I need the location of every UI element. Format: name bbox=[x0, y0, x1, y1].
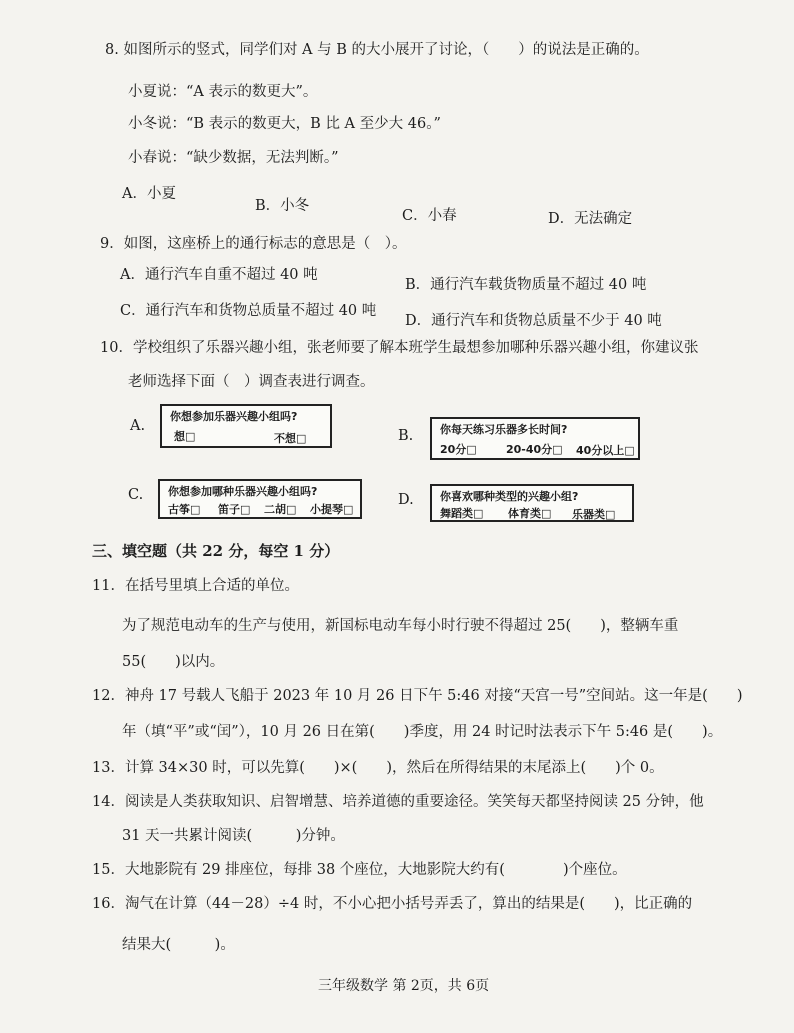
survey-c-choice: 笛子□ bbox=[218, 503, 251, 516]
q15-stem: 15．大地影院有 29 排座位，每排 38 个座位，大地影院大约有( )个座位。 bbox=[92, 862, 627, 878]
survey-box-b bbox=[430, 417, 640, 460]
q12-line1: 12．神舟 17 号载人飞船于 2023 年 10 月 26 日下午 5:46 对接“天宫一号”空间站。这一年是( ) bbox=[92, 688, 743, 704]
q11-line2: 55( )以内。 bbox=[122, 654, 225, 670]
q9-option-a: A．通行汽车自重不超过 40 吨 bbox=[120, 267, 318, 283]
q10-label-a: A. bbox=[130, 418, 146, 434]
q13-stem: 13．计算 34×30 时，可以先算( )×( )，然后在所得结果的末尾添上( )个 0。 bbox=[92, 760, 664, 776]
survey-d-question: 你喜欢哪种类型的兴趣小组? bbox=[440, 490, 579, 503]
survey-box-d bbox=[430, 484, 634, 522]
q10-label-c: C. bbox=[128, 487, 144, 503]
q10-label-d: D. bbox=[398, 492, 414, 508]
q16-line1: 16．淘气在计算（44－28）÷4 时，不小心把小括号弄丢了，算出的结果是( )，比正确的 bbox=[92, 896, 693, 912]
q16-line2: 结果大( )。 bbox=[122, 937, 235, 953]
survey-c-choice: 小提琴□ bbox=[310, 503, 354, 516]
q8-option-d: D．无法确定 bbox=[548, 211, 633, 227]
survey-box-c bbox=[158, 479, 362, 519]
q8-option-a: A．小夏 bbox=[122, 186, 176, 202]
q9-option-b: B．通行汽车载货物质量不超过 40 吨 bbox=[405, 277, 647, 293]
survey-c-question: 你想参加哪种乐器兴趣小组吗? bbox=[168, 485, 318, 498]
q9-option-c: C．通行汽车和货物总质量不超过 40 吨 bbox=[120, 303, 377, 319]
q8-option-b: B．小冬 bbox=[255, 198, 310, 214]
section-title: 三、填空题（共 22 分，每空 1 分） bbox=[92, 542, 340, 560]
q8-stem: 8. 如图所示的竖式，同学们对 A 与 B 的大小展开了讨论，（ ）的说法是正确的。 bbox=[105, 42, 649, 58]
survey-d-choice: 体育类□ bbox=[508, 507, 552, 520]
survey-c-choice: 二胡□ bbox=[264, 503, 297, 516]
q8-statement-xiaodong: 小冬说：“B 表示的数更大，B 比 A 至少大 46。” bbox=[128, 116, 441, 132]
survey-d-choice: 乐器类□ bbox=[572, 508, 616, 521]
q9-option-d: D．通行汽车和货物总质量不少于 40 吨 bbox=[405, 313, 662, 329]
survey-b-question: 你每天练习乐器多长时间? bbox=[440, 423, 568, 436]
q10-stem-line2: 老师选择下面（ ）调查表进行调查。 bbox=[128, 374, 375, 390]
survey-a-choice: 想□ bbox=[174, 430, 196, 443]
q8-option-c: C．小春 bbox=[402, 208, 457, 224]
q14-line1: 14．阅读是人类获取知识、启智增慧、培养道德的重要途径。笑笑每天都坚持阅读 25 分钟，他 bbox=[92, 794, 704, 810]
survey-a-choice: 不想□ bbox=[274, 432, 307, 445]
survey-b-choice: 20分□ bbox=[440, 443, 477, 456]
q8-statement-xiaoxia: 小夏说：“A 表示的数更大”。 bbox=[128, 84, 318, 100]
survey-box-a bbox=[160, 404, 332, 448]
q9-stem: 9．如图，这座桥上的通行标志的意思是（ ）。 bbox=[100, 236, 407, 252]
q10-stem-line1: 10．学校组织了乐器兴趣小组，张老师要了解本班学生最想参加哪种乐器兴趣小组，你建议张 bbox=[100, 340, 699, 356]
q11-stem: 11．在括号里填上合适的单位。 bbox=[92, 578, 299, 594]
q11-line1: 为了规范电动车的生产与使用，新国标电动车每小时行驶不得超过 25( )，整辆车重 bbox=[122, 618, 679, 634]
q8-statement-xiaochun: 小春说：“缺少数据，无法判断。” bbox=[128, 150, 339, 166]
survey-b-choice: 40分以上□ bbox=[576, 444, 635, 457]
q12-line2: 年（填“平”或“闰”），10 月 26 日在第( )季度，用 24 时记时法表示下午 5:46 是( )。 bbox=[122, 724, 723, 740]
q14-line2: 31 天一共累计阅读( )分钟。 bbox=[122, 828, 345, 844]
survey-d-choice: 舞蹈类□ bbox=[440, 507, 484, 520]
survey-c-choice: 古筝□ bbox=[168, 503, 201, 516]
q10-label-b: B. bbox=[398, 428, 414, 444]
survey-a-question: 你想参加乐器兴趣小组吗? bbox=[170, 410, 298, 423]
page-footer: 三年级数学 第 2页，共 6页 bbox=[318, 978, 490, 994]
survey-b-choice: 20-40分□ bbox=[506, 443, 563, 456]
